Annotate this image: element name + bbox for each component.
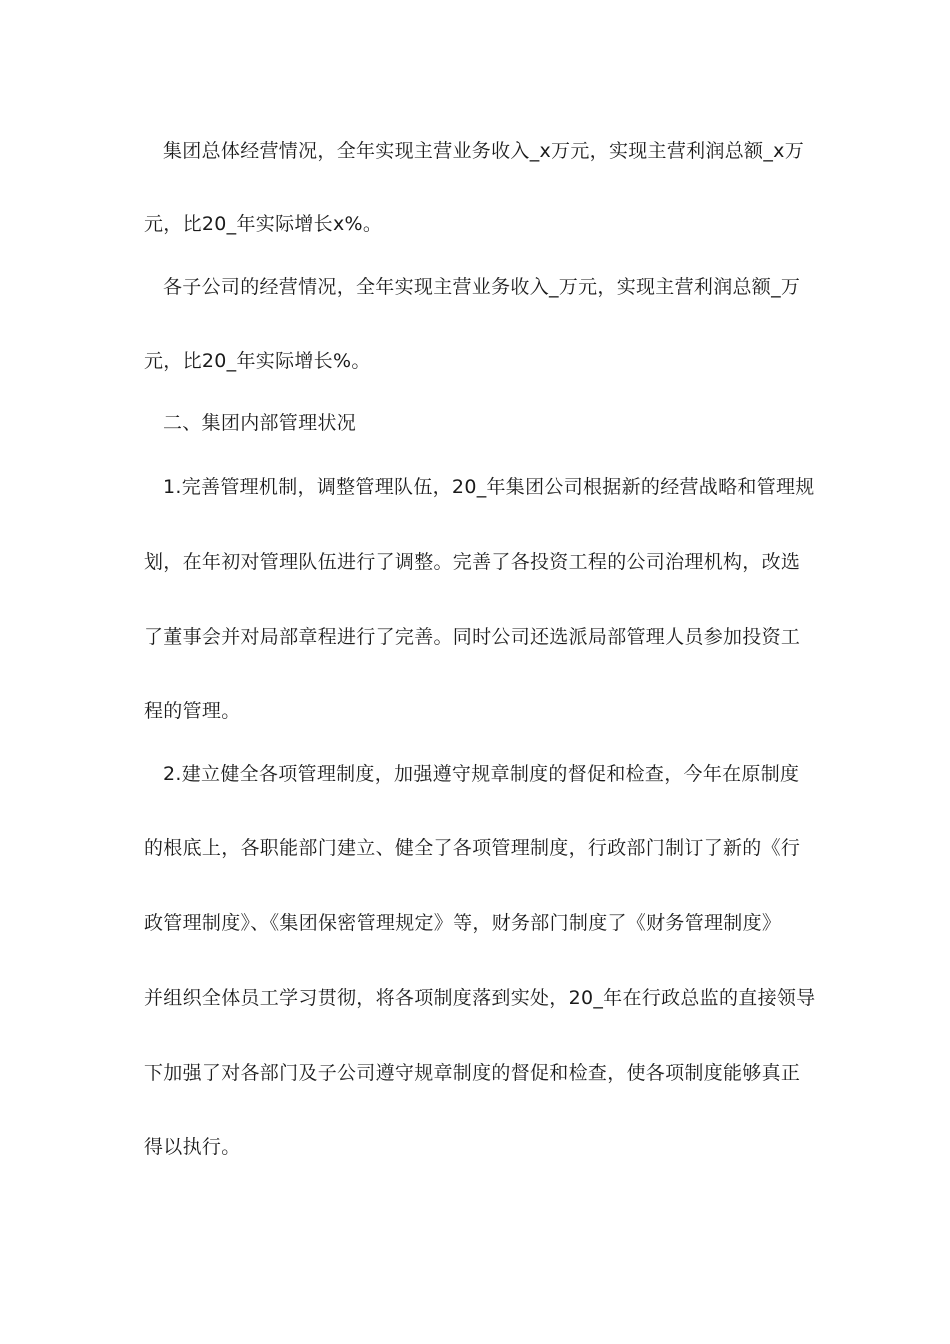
paragraph-item-2-line-6: 得以执行。: [144, 1136, 241, 1158]
paragraph-item-2-line-4: 并组织全体员工学习贯彻，将各项制度落到实处，20_年在行政总监的直接领导: [144, 987, 816, 1009]
paragraph-item-1-line-1: 1.完善管理机制，调整管理队伍，20_年集团公司根据新的经营战略和管理规: [163, 476, 815, 498]
paragraph-group-operations-line-2: 元，比20_年实际增长x%。: [144, 213, 383, 235]
paragraph-group-operations-line-1: 集团总体经营情况，全年实现主营业务收入_x万元，实现主营利润总额_x万: [163, 140, 804, 162]
paragraph-item-2-line-2: 的根底上，各职能部门建立、健全了各项管理制度，行政部门制订了新的《行: [144, 837, 801, 859]
paragraph-item-2-line-5: 下加强了对各部门及子公司遵守规章制度的督促和检查，使各项制度能够真正: [144, 1062, 801, 1084]
paragraph-item-1-line-4: 程的管理。: [144, 700, 241, 722]
paragraph-subsidiary-operations-line-2: 元，比20_年实际增长%。: [144, 350, 371, 372]
section-heading-internal-management: 二、集团内部管理状况: [163, 412, 357, 434]
paragraph-item-2-line-1: 2.建立健全各项管理制度，加强遵守规章制度的督促和检查，今年在原制度: [163, 763, 800, 785]
paragraph-item-2-line-3: 政管理制度》、《集团保密管理规定》等，财务部门制度了《财务管理制度》: [144, 912, 782, 934]
paragraph-subsidiary-operations-line-1: 各子公司的经营情况，全年实现主营业务收入_万元，实现主营利润总额_万: [163, 276, 801, 298]
paragraph-item-1-line-2: 划，在年初对管理队伍进行了调整。完善了各投资工程的公司治理机构，改选: [144, 551, 801, 573]
paragraph-item-1-line-3: 了董事会并对局部章程进行了完善。同时公司还选派局部管理人员参加投资工: [144, 626, 801, 648]
